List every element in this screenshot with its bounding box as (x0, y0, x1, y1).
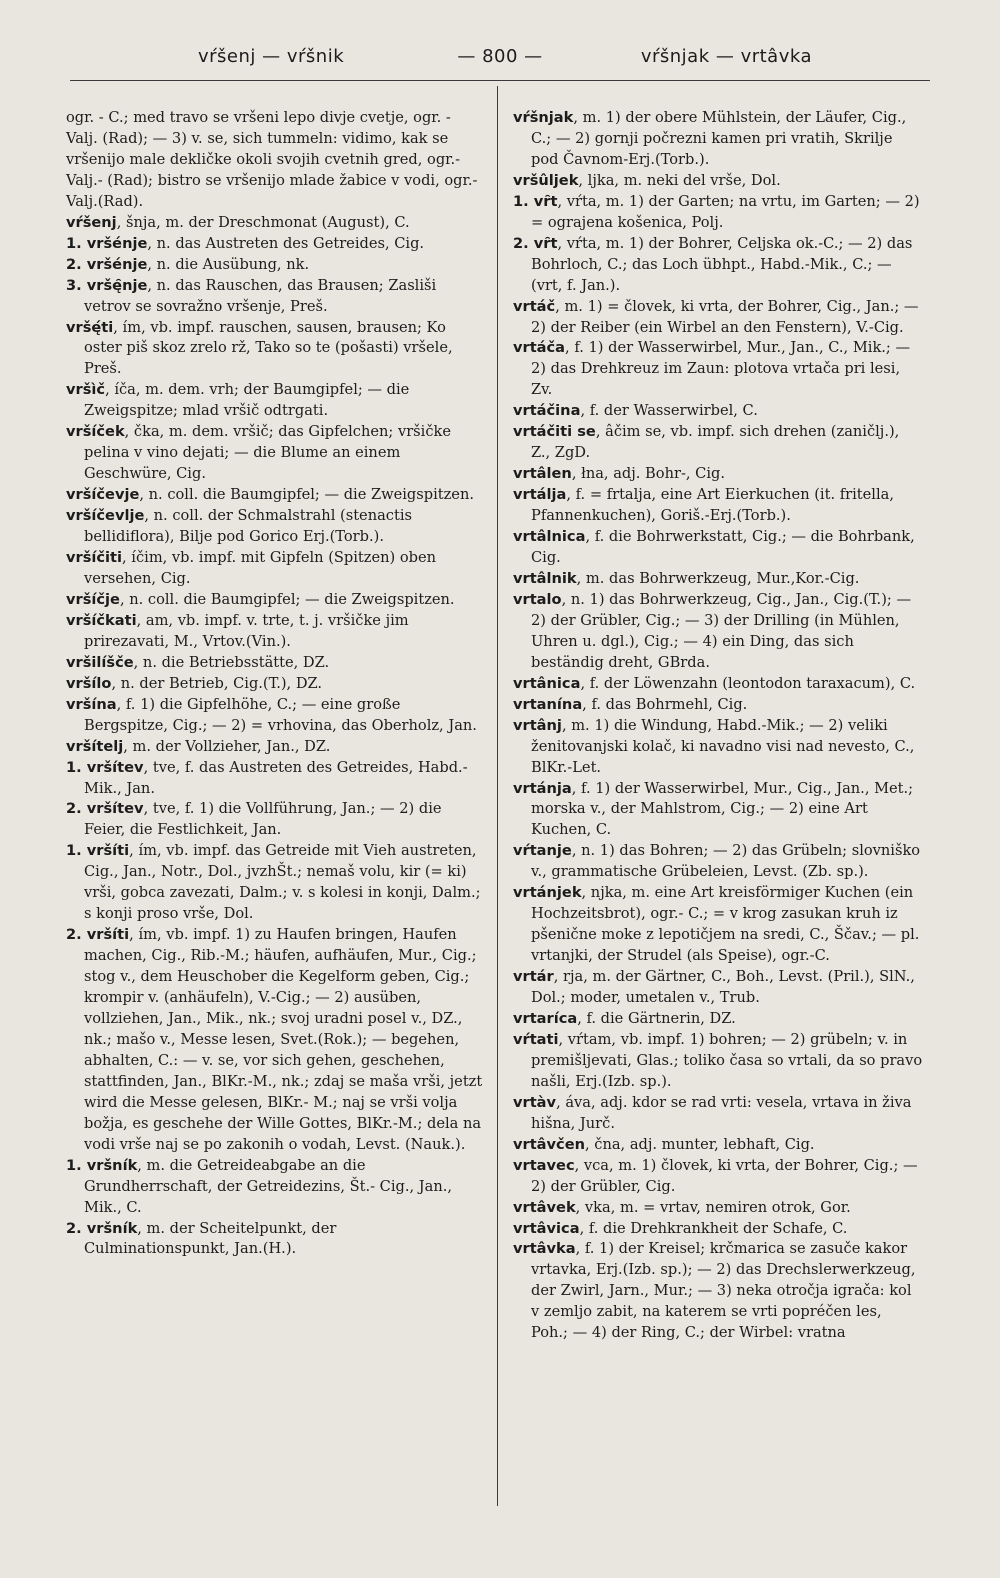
entry: vrtânica, f. der Löwenzahn (leontodon taraxacum), C. (513, 674, 916, 692)
entry: vrtár, rja, m. der Gärtner, C., Boh., Levst. (Pril.), SlN., Dol.; moder, umetalen v., Trub. (513, 968, 915, 1007)
headword: vŕtanje (513, 842, 572, 860)
entry: vŕšnjak, m. 1) der obere Mühlstein, der Läufer, Cig., C.; — 2) gornji počrezni kamen pri vratih, Skrilje pod Čavnom-Erj.(Torb.). (513, 109, 907, 168)
headword: 1. vršíti (66, 842, 130, 860)
headword: vrtâlnik (513, 569, 577, 587)
entry: 1. vȓt, vŕta, m. 1) der Garten; na vrtu, im Garten; — 2) = ograjena košenica, Polj. (513, 192, 920, 231)
entry: vrtánja, f. 1) der Wasserwirbel, Mur., Cig., Jan., Met.; morska v., der Mahlstrom, Cig.; — 2) eine Art Kuchen, C. (513, 779, 914, 839)
headword: vrtâvčen (513, 1135, 585, 1153)
entry: vršíčkati, am, vb. impf. v. trte, t. j. vršičke jim prirezavati, M., Vrtov.(Vin.). (66, 611, 409, 650)
entry: vrtáčiti se, âčim se, vb. impf. sich drehen (zaničlj.), Z., ZgD. (513, 423, 900, 462)
entry: vŕtati, vŕtam, vb. impf. 1) bohren; — 2) grübeln; v. in premišljevati, Glas.; toliko časa so vrtali, da so pravo našli, Erj.(Izb. sp.). (513, 1030, 923, 1090)
headword: vršína (66, 695, 117, 713)
column-divider (497, 86, 498, 1506)
headword: vŕtati (513, 1030, 559, 1048)
entry: vršę́ti, ím, vb. impf. rauschen, sausen, brausen; Ko oster piš skoz zrelo rž, Tako so te (pošasti) vršele, Preš. (66, 318, 453, 378)
headword: 3. vršę̑nje (66, 276, 148, 294)
headword: vršítelj (66, 737, 124, 755)
entry: vršítelj, m. der Vollzieher, Jan., DZ. (66, 737, 331, 755)
entry: 3. vršę̑nje, n. das Rauschen, das Brausen; Zasliši vetrov se sovražno vršenje, Preš. (66, 276, 437, 315)
headword: 1. vršník (66, 1156, 138, 1174)
entry: vrtâlnik, m. das Bohrwerkzeug, Mur.,Kor.-Cig. (513, 569, 860, 587)
headword: vrtánja (513, 779, 572, 797)
entry: vrtáč, m. 1) = človek, ki vrta, der Bohrer, Cig., Jan.; — 2) der Reiber (ein Wirbel an den Fenstern), V.-Cig. (513, 297, 919, 336)
headword: vrtár (513, 968, 554, 986)
entry: vršína, f. 1) die Gipfelhöhe, C.; — eine große Bergspitze, Cig.; — 2) = vrhovina, das Oberholz, Jan. (66, 695, 477, 734)
headword: vrtáčina (513, 402, 581, 420)
entry: vrtavec, vca, m. 1) človek, ki vrta, der Bohrer, Cig.; — 2) der Grübler, Cig. (513, 1156, 918, 1195)
entry: vršíček, čka, m. dem. vršič; das Gipfelchen; vršičke pelina v vino dejati; — die Blume an einem Geschwüre, Cig. (66, 423, 451, 483)
headword: vrtàv (513, 1093, 557, 1111)
entry: vrtâvčen, čna, adj. munter, lebhaft, Cig. (513, 1135, 815, 1153)
headword: vršìč (66, 381, 106, 399)
headword: vršûljek (513, 171, 579, 189)
entry: vrtáčina, f. der Wasserwirbel, C. (513, 402, 758, 420)
headword: vrtâlnica (513, 528, 586, 546)
headword: vrtâvek (513, 1198, 576, 1216)
headword: vršę́ti (66, 318, 114, 336)
headword: vršíčiti (66, 549, 123, 567)
entry: vŕtanje, n. 1) das Bohren; — 2) das Grübeln; slovniško v., grammatische Grübeleien, Levst. (Zb. sp.). (513, 842, 921, 881)
entry: 2. vršíti, ím, vb. impf. 1) zu Haufen bringen, Haufen machen, Cig., Rib.-M.; häufen, aufhäufen, Mur., Cig.; stog v., dem Heuschober die Kegelform geben, Cig.; krompir v. (anhäufeln), V.-Cig.; — 2) ausüben, vollziehen, Jan., Mik., nk.; svoj uradni posel v., DZ., nk.; mašo v., Messe lesen, Svet.(Rok.); — begehen, abhalten, C.: — v. se, vor sich gehen, geschehen, stattfinden, Jan., BlKr.-M., nk.; zdaj se maša vrši, jetzt wird die Messe gelesen, BlKr.- M.; naj se vrši volja božja, es geschehe der Wille Gottes, BlKr.-M.; dela na vodi vrše naj se po zakonih o vodah, Levst. (Nauk.). (66, 926, 483, 1153)
headword: 1. vršénje (66, 234, 148, 252)
entry: vrtánjek, njka, m. eine Art kreisförmiger Kuchen (ein Hochzeitsbrot), ogr.- C.; = v krog zasukan kruh iz pšenične moke z lepotičjem na sredi, C., Ščav.; — pl. vrtanjki, der Strudel (als Speise), ogr.-C. (513, 884, 920, 965)
headword: vŕšenj (66, 213, 117, 231)
headword: vrtanína (513, 695, 583, 713)
entry: vršíčevje, n. coll. die Baumgipfel; — die Zweigspitzen. (66, 486, 474, 504)
entry: vrtâlnica, f. die Bohrwerkstatt, Cig.; — die Bohrbank, Cig. (513, 528, 915, 567)
entry: vršíčevlje, n. coll. der Schmalstrahl (stenactis bellidiflora), Bilje pod Gorico Erj.(Torb.). (66, 507, 412, 546)
left-column (66, 108, 484, 1260)
headword: vrtalo (513, 590, 562, 608)
page-number: — 800 — (457, 46, 543, 67)
headword: 2. vȓt (513, 234, 558, 252)
entry: vŕšenj, šnja, m. der Dreschmonat (August), C. (66, 213, 410, 231)
entry: 1. vršíti, ím, vb. impf. das Getreide mit Vieh austreten, Cig., Jan., Notr., Dol., jvzhŠt.; nemaš volu, kir (= ki) vrši, gobca zavezati, Dalm.; v. s kolesi in konji, Dalm.; s konji proso vrše, Dol. (66, 842, 481, 923)
headword: vršíčevlje (66, 507, 145, 525)
entry: vrtâvka, f. 1) der Kreisel; krčmarica se zasuče kakor vrtavka, Erj.(Izb. sp.); — 2) das Drechslerwerkzeug, der Zwirl, Jarn., Mur.; — 3) neka otročja igrača: kol v zemljo zabit, na katerem se vrti popréčen les, Poh.; — 4) der Ring, C.; der Wirbel: vratna (513, 1240, 916, 1342)
headword: 1. vȓt (513, 192, 558, 210)
headword: vrtânica (513, 674, 581, 692)
headword: vrtáčiti se (513, 423, 596, 441)
entry: vrtálja, f. = frtalja, eine Art Eierkuchen (it. fritella, Pfannenkuchen), Goriš.-Erj.(Torb.). (513, 486, 894, 525)
entry: vrtalo, n. 1) das Bohrwerkzeug, Cig., Jan., Cig.(T.); — 2) der Grübler, Cig.; — 3) der Drilling (in Mühlen, Uhren u. dgl.), Cig.; — 4) ein Ding, das sich beständig dreht, GBrda. (513, 590, 912, 671)
header-right-guide-words: vŕšnjak — vrtâvka (640, 46, 812, 67)
headword: vršíček (66, 423, 125, 441)
header-left-guide-words: vŕšenj — vŕšnik (198, 46, 345, 67)
entry: vršilíšče, n. die Betriebsstätte, DZ. (66, 653, 330, 671)
entry: vrtaríca, f. die Gärtnerin, DZ. (513, 1009, 736, 1027)
headword: vrtânj (513, 716, 562, 734)
headword: vrtálja (513, 486, 567, 504)
entry: 1. vršník, m. die Getreideabgabe an die Grundherrschaft, der Getreidezins, Št.- Cig., Jan., Mik., C. (66, 1156, 452, 1216)
headword: vršilíšče (66, 653, 134, 671)
entry: vrtanína, f. das Bohrmehl, Cig. (513, 695, 748, 713)
running-header (70, 46, 930, 76)
headword: vrtavec (513, 1156, 575, 1174)
headword: vrtâvka (513, 1240, 576, 1258)
entry: 2. vȓt, vŕta, m. 1) der Bohrer, Celjska ok.-C.; — 2) das Bohrloch, C.; das Loch übhpt., Habd.-Mik., C.; — (vrt, f. Jan.). (513, 234, 913, 294)
headword: 2. vršítev (66, 800, 144, 818)
entry: 1. vršénje, n. das Austreten des Getreides, Cig. (66, 234, 425, 252)
headword: vrtánjek (513, 884, 582, 902)
entry: ogr. - C.; med travo se vršeni lepo divje cvetje, ogr. - Valj. (Rad); — 3) v. se, sich tummeln: vidimo, kak se vršenijo male dekličke okoli svojih cvetnih gred, ogr.- Valj.- (Rad); bistro se vršenijo mlade žabice v vodi, ogr.- Valj.(Rad). (66, 109, 478, 210)
headword: vrtaríca (513, 1009, 578, 1027)
entry: vrtâvica, f. die Drehkrankheit der Schafe, C. (513, 1219, 848, 1237)
entry: vršíčiti, íčim, vb. impf. mit Gipfeln (Spitzen) oben versehen, Cig. (66, 549, 437, 587)
entry: vrtàv, áva, adj. kdor se rad vrti: vesela, vrtava in živa hišna, Jurč. (513, 1093, 912, 1132)
headword: vršíčkati (66, 611, 137, 629)
headword: vršíčevje (66, 486, 140, 504)
entry: vrtáča, f. 1) der Wasserwirbel, Mur., Jan., C., Mik.; — 2) das Drehkreuz im Zaun: plotova vrtača pri lesi, Zv. (513, 339, 911, 399)
headword: 1. vršítev (66, 758, 144, 776)
headword: vršílo (66, 674, 112, 692)
entry: vršûljek, ljka, m. neki del vrše, Dol. (513, 171, 781, 189)
entry: 2. vršník, m. der Scheitelpunkt, der Culminationspunkt, Jan.(H.). (66, 1219, 337, 1258)
headword: vrtáč (513, 297, 556, 315)
header-rule (70, 80, 930, 81)
entry: vršílo, n. der Betrieb, Cig.(T.), DZ. (66, 674, 323, 692)
headword: vŕšnjak (513, 109, 574, 126)
entry: 2. vršénje, n. die Ausübung, nk. (66, 255, 310, 273)
headword: vršíčje (66, 590, 120, 608)
entry: vršìč, íča, m. dem. vrh; der Baumgipfel; — die Zweigspitze; mlad vršič odtrgati. (66, 381, 410, 420)
headword: vrtâvica (513, 1219, 580, 1237)
right-column (513, 108, 923, 1344)
entry: 2. vršítev, tve, f. 1) die Vollführung, Jan.; — 2) die Feier, die Festlichkeit, Jan. (66, 800, 442, 839)
entry: vršíčje, n. coll. die Baumgipfel; — die Zweigspitzen. (66, 590, 455, 608)
entry: 1. vršítev, tve, f. das Austreten des Getreides, Habd.-Mik., Jan. (66, 758, 468, 797)
headword: 2. vršník (66, 1219, 138, 1237)
entry: vrtâlen, łna, adj. Bohr-, Cig. (513, 465, 725, 483)
entry: vrtânj, m. 1) die Windung, Habd.-Mik.; — 2) veliki ženitovanjski kolač, ki navadno visi nad nevesto, C., BlKr.-Let. (513, 716, 915, 776)
headword: 2. vršénje (66, 255, 148, 273)
entry: vrtâvek, vka, m. = vrtav, nemiren otrok, Gor. (513, 1198, 851, 1216)
headword: vrtâlen (513, 465, 572, 483)
headword: vrtáča (513, 339, 566, 357)
headword: 2. vršíti (66, 926, 130, 944)
